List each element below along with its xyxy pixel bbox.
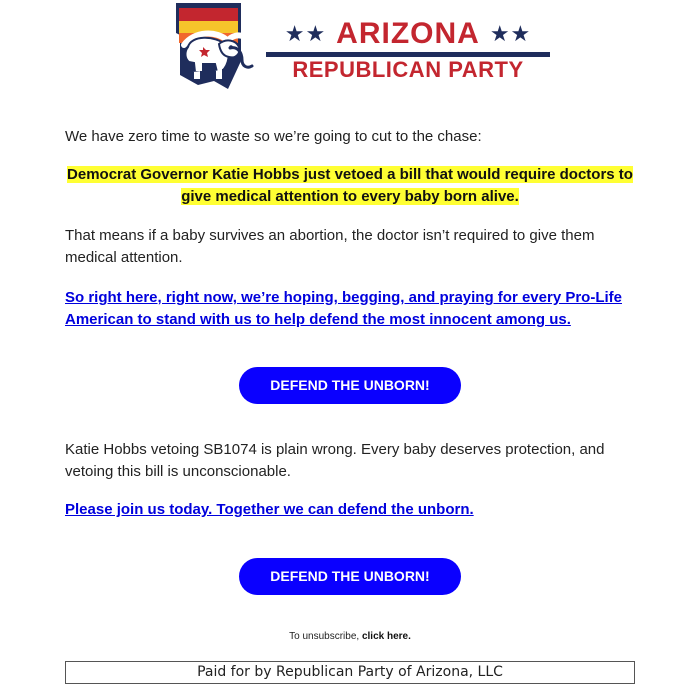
highlight-text: Democrat Governor Katie Hobbs just vetoed a bill that would require doctors to give medical attention to every baby born alive. bbox=[67, 166, 633, 205]
veto-paragraph: Katie Hobbs vetoing SB1074 is plain wrong. Every baby deserves protection, and vetoing this bill is unconscionable. bbox=[65, 441, 605, 480]
email-header bbox=[0, 0, 700, 95]
pro-life-action-link[interactable]: So right here, right now, we’re hoping, begging, and praying for every Pro-Life American to stand with us to help defend the most innocent among us. bbox=[65, 289, 622, 328]
logo-republican-party-text: REPUBLICAN PARTY bbox=[292, 57, 524, 82]
logo-title-row bbox=[266, 18, 550, 50]
unsubscribe-line bbox=[65, 630, 635, 644]
join-us-call-to-action bbox=[65, 499, 635, 521]
defend-the-unborn-button-primary[interactable]: DEFEND THE UNBORN! bbox=[239, 367, 461, 404]
highlighted-announcement bbox=[65, 164, 635, 208]
explanation-paragraph: That means if a baby survives an abortion, the doctor isn’t required to give them medical attention. bbox=[65, 227, 595, 266]
join-us-link[interactable]: Please join us today. Together we can defend the unborn. bbox=[65, 501, 474, 518]
paid-for-disclaimer: Paid for by Republican Party of Arizona, LLC bbox=[65, 661, 635, 684]
defend-the-unborn-button-secondary[interactable]: DEFEND THE UNBORN! bbox=[239, 558, 461, 595]
logo-stars-right: ★★ bbox=[489, 21, 532, 46]
logo-stars-left: ★★ bbox=[284, 21, 327, 46]
logo-arizona-text: ARIZONA bbox=[336, 17, 480, 50]
elephant-arizona-icon bbox=[170, 3, 260, 89]
pro-life-call-to-action bbox=[65, 287, 635, 331]
arizona-republican-party-logo bbox=[170, 3, 550, 89]
unsubscribe-prefix: To unsubscribe, bbox=[289, 631, 362, 642]
unsubscribe-link[interactable]: click here. bbox=[361, 631, 411, 642]
intro-paragraph: We have zero time to waste so we’re going to cut to the chase: bbox=[65, 128, 482, 145]
